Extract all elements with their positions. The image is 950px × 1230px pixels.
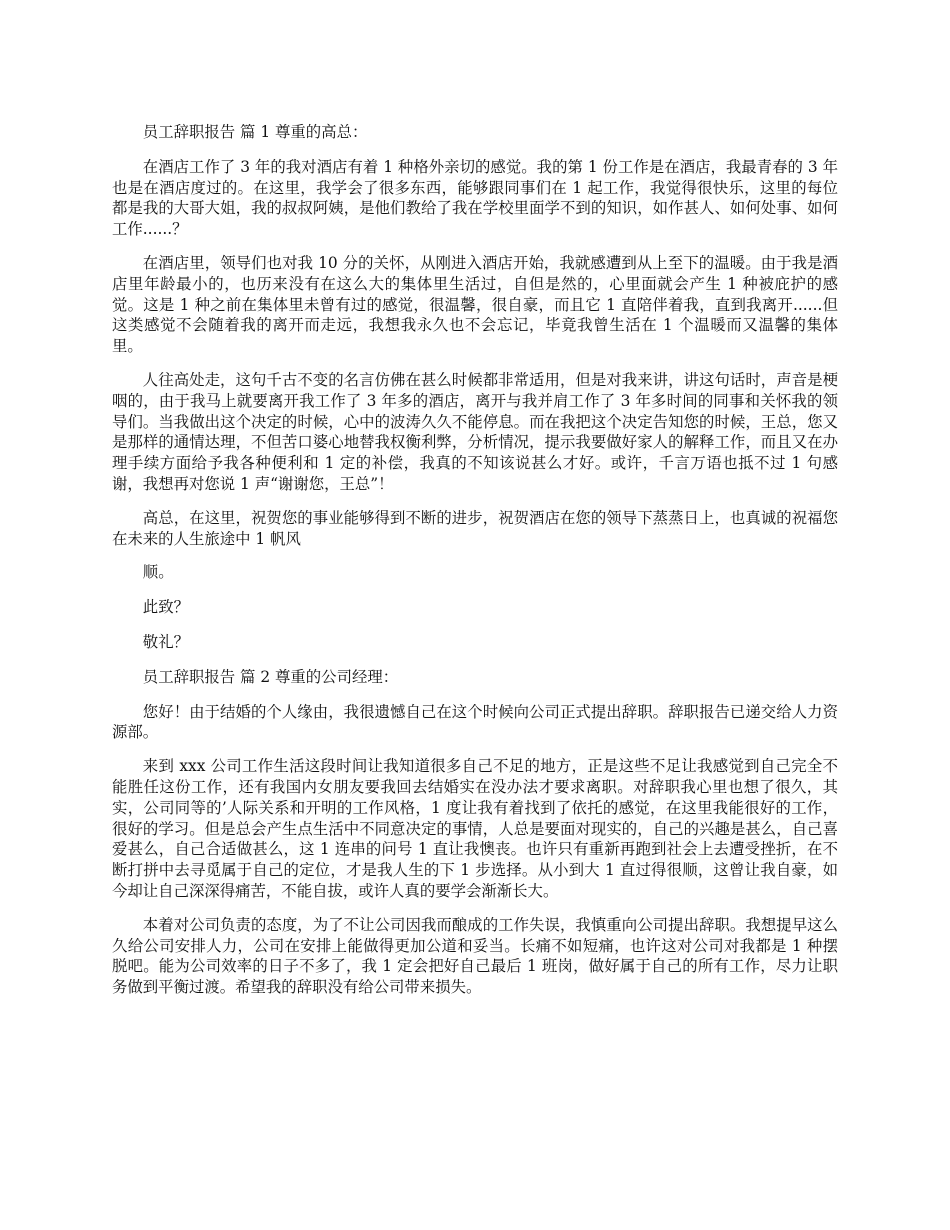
letter-2-paragraph-1: 您好！由于结婚的个人缘由，我很遗憾自己在这个时候向公司正式提出辞职。辞职报告已递交给人力资源部。 xyxy=(112,702,838,742)
document-page xyxy=(112,122,838,1011)
letter-1-paragraph-2: 在酒店里，领导们也对我 10 分的关怀，从刚进入酒店开始，我就感遭到从上至下的温暖。由于我是酒店里年龄最小的，也历来没有在这么大的集体里生活过，自但是然的，心里面就会产生 1 种被庇护的感觉。这是 1 种之前在集体里未曾有过的感觉，很温馨，很自豪，而且它 1 直陪伴着我，直到我离开......但这类感觉不会随着我的离开而走远，我想我永久也不会忘记，毕竟我曾生活在 1 个温暖而又温馨的集体里。 xyxy=(112,253,838,356)
letter-1-paragraph-3: 人往高处走，这句千古不变的名言仿佛在甚么时候都非常适用，但是对我来讲，讲这句话时，声音是梗咽的，由于我马上就要离开我工作了 3 年多的酒店，离开与我并肩工作了 3 年多时间的同事和关怀我的领导们。当我做出这个决定的时候，心中的波涛久久不能停息。而在我把这个决定告知您的时候，王总，您又是那样的通情达理，不但苦口婆心地替我权衡利弊，分析情况，提示我要做好家人的解释工作，而且又在办理手续方面给予我各种便利和 1 定的补偿，我真的不知该说甚么才好。或许，千言万语也抵不过 1 句感谢，我想再对您说 1 声“谢谢您，王总”！ xyxy=(112,370,838,493)
letter-2-paragraph-3: 本着对公司负责的态度，为了不让公司因我而酿成的工作失误，我慎重向公司提出辞职。我想提早这么久给公司安排人力，公司在安排上能做得更加公道和妥当。长痛不如短痛，也许这对公司对我都是 1 种摆脱吧。能为公司效率的日子不多了，我 1 定会把好自己最后 1 班岗，做好属于自己的所有工作，尽力让职务做到平衡过渡。希望我的辞职没有给公司带来损失。 xyxy=(112,915,838,997)
letter-2-salutation: 员工辞职报告 篇 2 尊重的公司经理： xyxy=(142,667,399,686)
letter-1-closing-2: 敬礼？ xyxy=(142,632,189,651)
letter-2-paragraph-2: 来到 xxx 公司工作生活这段时间让我知道很多自己不足的地方，正是这些不足让我感觉到自己完全不能胜任这份工作，还有我国内女朋友要我回去结婚实在没办法才要求离职。对辞职我心里也想了很久，其实，公司同等的’人际关系和开明的工作风格，1 度让我有着找到了依托的感觉，在这里我能很好的工作，很好的学习。但是总会产生点生活中不同意决定的事情，人总是要面对现实的，自己的兴趣是甚么，自己喜爱甚么，自己合适做甚么，这 1 连串的问号 1 直让我懊丧。也许只有重新再跑到社会上去遭受挫折，在不断打拼中去寻觅属于自己的定位，才是我人生的下 1 步选择。从小到大 1 直过得很顺，这曾让我自豪，如今却让自己深深得痛苦，不能自拔，或许人真的要学会渐渐长大。 xyxy=(112,757,838,900)
letter-1-closing-1: 此致？ xyxy=(142,598,189,617)
letter-1-paragraph-1: 在酒店工作了 3 年的我对酒店有着 1 种格外亲切的感觉。我的第 1 份工作是在酒店，我最青春的 3 年也是在酒店度过的。在这里，我学会了很多东西，能够跟同事们在 1 起工作，我觉得很快乐，这里的每位都是我的大哥大姐，我的叔叔阿姨，是他们教给了我在学校里面学不到的知识，如作甚人、如何处事、如何工作......？ xyxy=(112,157,838,239)
letter-1-paragraph-5: 顺。 xyxy=(142,563,174,582)
letter-1-paragraph-4: 高总，在这里，祝贺您的事业能够得到不断的进步，祝贺酒店在您的领导下蒸蒸日上，也真诚的祝福您在未来的人生旅途中 1 帆风 xyxy=(112,508,838,548)
letter-1-salutation: 员工辞职报告 篇 1 尊重的高总： xyxy=(142,123,368,141)
